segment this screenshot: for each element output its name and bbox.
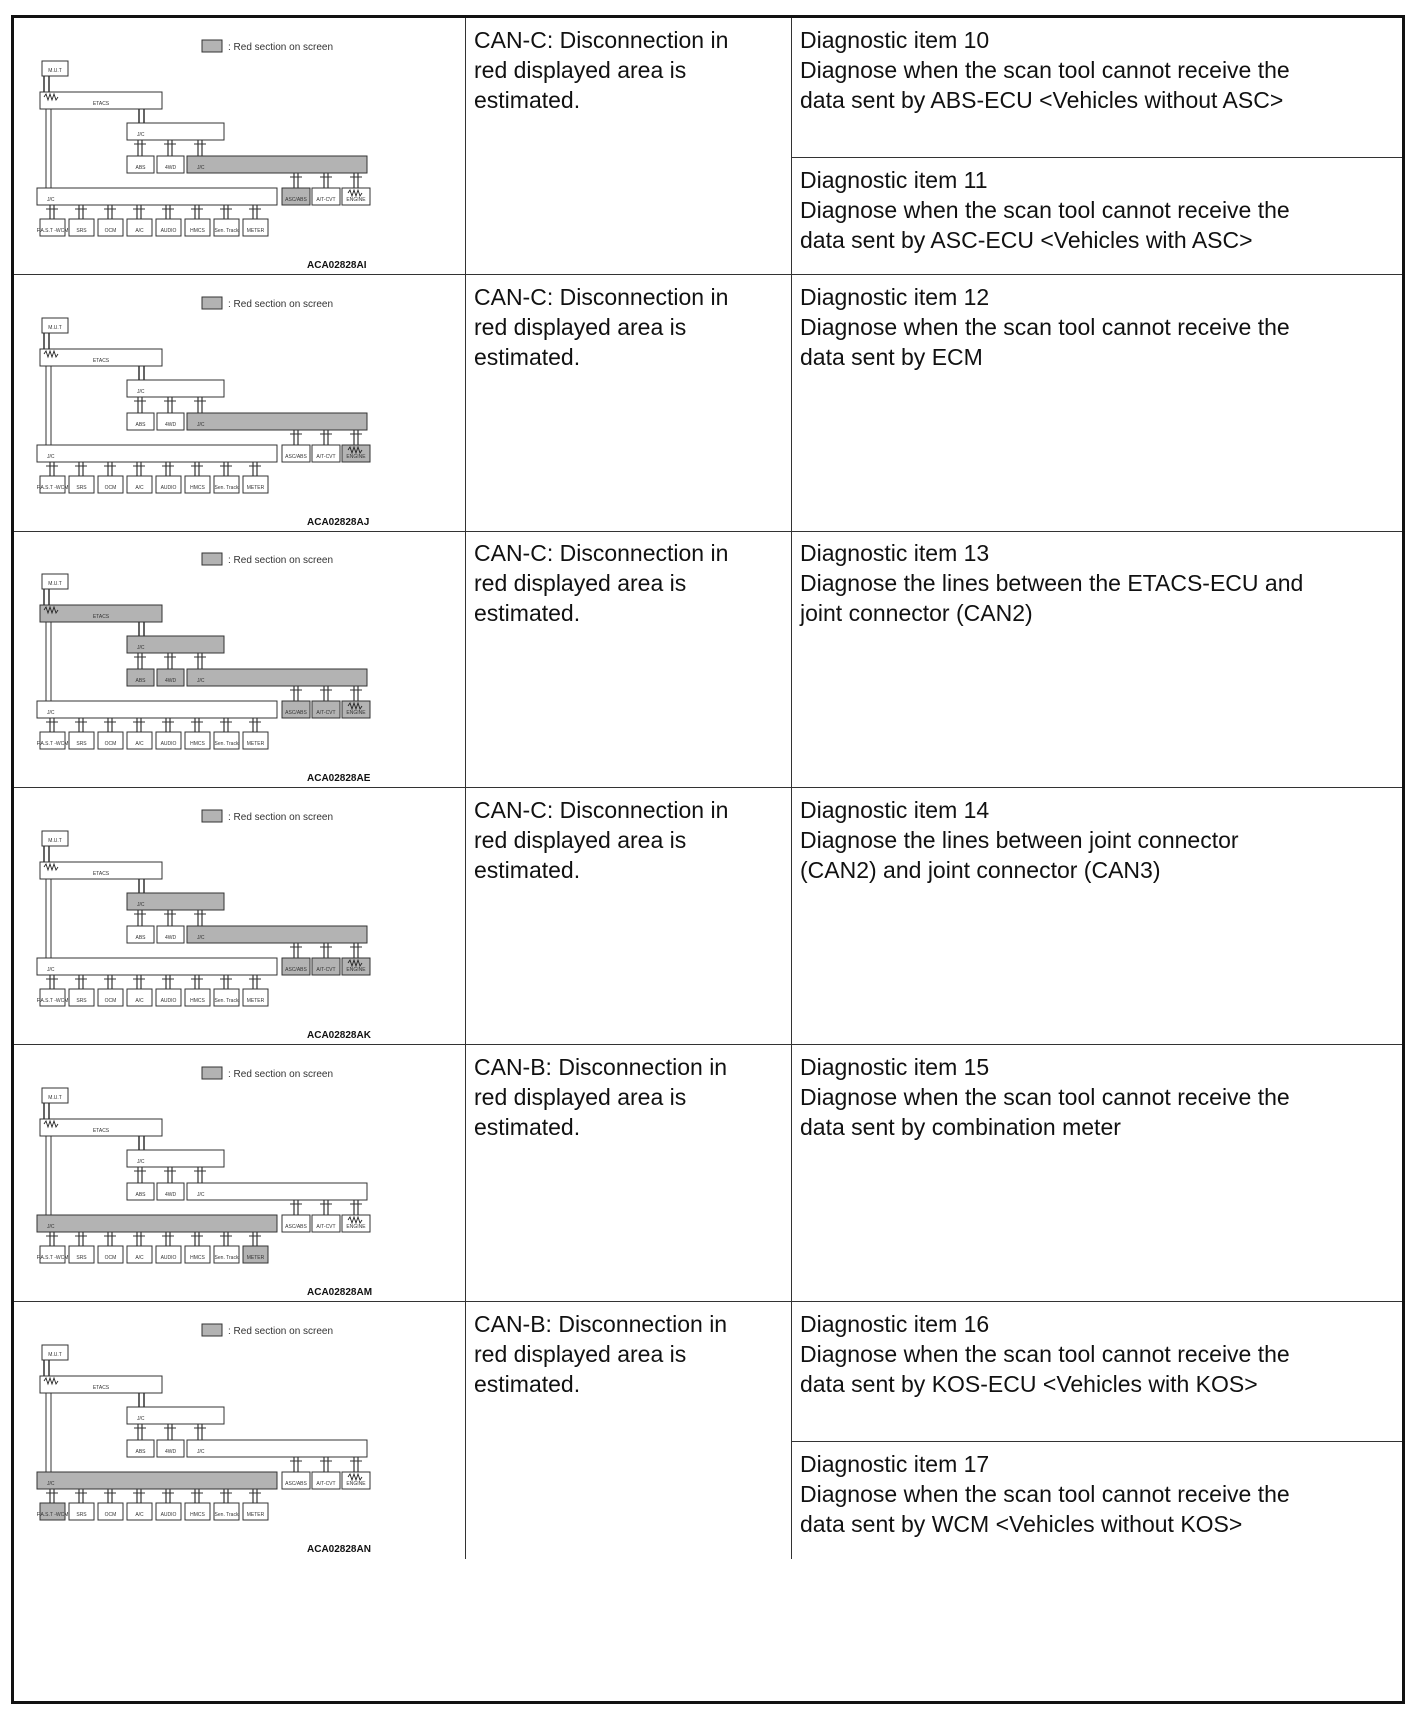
node-label: ENGINE [346,197,366,203]
node-jc-can3 [187,1183,367,1200]
node-label: 4WD [164,1449,177,1455]
node-abs [127,1440,154,1457]
node-sensor [214,1503,239,1520]
diagram-cell [14,1045,466,1301]
node-mut [42,831,68,846]
can-diagram [14,1045,465,1301]
node-label: J/C [137,389,145,395]
node-label: A/C [135,485,144,491]
node-label: ETACS [92,871,110,877]
node-label: ENGINE [346,1481,366,1487]
node-label: A/C [135,228,144,234]
node-etacs [40,92,162,109]
description-cell [466,275,792,531]
node-engine [342,1215,370,1232]
node-etacs [40,1376,162,1393]
node-label: J/C [137,132,145,138]
diagnostic-items-cell [792,18,1402,274]
node-label: SRS [76,485,87,491]
node-jc-can2 [127,1407,224,1424]
node-label: J/C [197,165,205,171]
can-diagram [14,18,465,274]
node-label: ABS [135,1449,146,1455]
can-diagram [14,788,465,1044]
node-label: M.U.T [48,838,62,844]
node-jc-canb [37,1472,277,1489]
figure-code: ACA02828AN [307,1544,371,1555]
node-label: ASC/ABS [285,1224,307,1230]
node-engine [342,1472,370,1489]
diagram-cell [14,1302,466,1559]
node-label: METER [246,228,265,234]
node-etacs [40,1119,162,1136]
node-label: AUDIO [160,1255,177,1261]
node-label: 4WD [164,678,177,684]
node-label: A/T-CVT [316,454,336,460]
node-label: HMCS [190,741,205,747]
node-label: F.A.S.T -WCM [36,998,69,1004]
legend-text: : Red section on screen [228,812,334,823]
node-label: F.A.S.T -WCM [36,228,69,234]
node-ac [127,989,152,1006]
node-label: AUDIO [160,998,177,1004]
diagnostic-item-text: Diagnose when the scan tool cannot receive the data sent by ABS-ECU <Vehicles without ASC> [800,57,1290,113]
node-label: J/C [47,967,55,973]
node-label: SRS [76,1512,87,1518]
node-label: OCM [104,1255,117,1261]
node-fourwd [157,926,184,943]
figure-code: ACA02828AJ [307,517,370,528]
node-meter [243,476,268,493]
node-label: 4WD [164,935,177,941]
node-hmcs [185,1503,210,1520]
diagram-cell [14,275,466,531]
node-ac [127,732,152,749]
node-kos [37,732,69,749]
node-jc-can2 [127,1150,224,1167]
diagnostic-item [792,1442,1402,1583]
node-engine [342,445,370,462]
table-row [14,1302,1402,1559]
node-label: ENGINE [346,1224,366,1230]
node-label: OCM [104,485,117,491]
diagram-cell [14,788,466,1044]
node-label: F.A.S.T -WCM [36,485,69,491]
diagnostic-item-title: Diagnostic item 17 [800,1451,990,1477]
node-kos [37,989,69,1006]
legend-swatch [202,810,222,822]
node-meter [243,219,268,236]
node-kos [37,476,69,493]
node-sensor [214,476,239,493]
node-label: AUDIO [160,741,177,747]
node-label: A/T-CVT [316,1224,336,1230]
node-ocm [98,219,123,236]
node-label: A/C [135,1512,144,1518]
diagram-cell [14,531,466,787]
node-label: ASC/ABS [285,454,307,460]
diagnostic-item-text: Diagnose the lines between the ETACS-ECU and joint connector (CAN2) [800,570,1304,626]
node-hmcs [185,476,210,493]
node-label: 4WD [164,422,177,428]
node-label: ETACS [92,1128,110,1134]
node-at-cvt [312,1472,340,1489]
legend-swatch [202,297,222,309]
node-label: M.U.T [48,1095,62,1101]
diagnostic-item [792,1045,1402,1301]
node-label: Sen. Track [214,485,239,491]
node-abs [127,669,154,686]
diagnostic-item-text: Diagnose when the scan tool cannot receive the data sent by WCM <Vehicles without KOS> [800,1481,1290,1537]
node-label: F.A.S.T -WCM [36,741,69,747]
node-label: ABS [135,935,146,941]
node-ocm [98,476,123,493]
diagnostic-item-text: Diagnose when the scan tool cannot receive the data sent by ECM [800,314,1290,370]
node-audio [156,989,181,1006]
node-meter [243,989,268,1006]
node-jc-can3 [187,669,367,686]
node-label: A/T-CVT [316,1481,336,1487]
diagnostic-item-text: Diagnose the lines between joint connector (CAN2) and joint connector (CAN3) [800,827,1239,883]
node-kos [37,1246,69,1263]
node-label: OCM [104,998,117,1004]
node-asc [282,445,310,462]
description-text: CAN-C: Disconnection in red displayed area is estimated. [474,797,729,883]
node-label: Sen. Track [214,228,239,234]
node-jc-can3 [187,156,367,173]
node-meter [243,1246,268,1263]
node-label: J/C [47,710,55,716]
node-asc [282,701,310,718]
legend-text: : Red section on screen [228,42,334,53]
node-hmcs [185,732,210,749]
node-label: ASC/ABS [285,710,307,716]
node-label: J/C [47,1224,55,1230]
node-label: J/C [47,197,55,203]
node-label: Sen. Track [214,1255,239,1261]
legend-swatch [202,1324,222,1336]
node-label: J/C [197,935,205,941]
node-engine [342,188,370,205]
node-audio [156,219,181,236]
node-label: ASC/ABS [285,197,307,203]
node-label: J/C [47,454,55,460]
node-abs [127,926,154,943]
node-label: J/C [137,1159,145,1165]
diagnostic-items-cell [792,531,1402,787]
node-srs [69,989,94,1006]
node-at-cvt [312,958,340,975]
node-label: A/C [135,1255,144,1261]
description-cell [466,1302,792,1559]
diagnostic-item-title: Diagnostic item 13 [800,540,990,566]
node-fourwd [157,1440,184,1457]
legend-text: : Red section on screen [228,555,334,566]
node-fourwd [157,156,184,173]
node-label: M.U.T [48,581,62,587]
node-label: ENGINE [346,967,366,973]
node-asc [282,1215,310,1232]
description-text: CAN-B: Disconnection in red displayed area is estimated. [474,1311,728,1397]
node-ocm [98,989,123,1006]
diagnostic-items-cell [792,1302,1402,1559]
node-label: A/C [135,998,144,1004]
node-label: J/C [137,645,145,651]
node-jc-can3 [187,413,367,430]
can-diagram [14,531,465,787]
figure-code: ACA02828AK [307,1030,371,1041]
node-hmcs [185,219,210,236]
node-ocm [98,732,123,749]
node-srs [69,1503,94,1520]
node-fourwd [157,669,184,686]
node-mut [42,1345,68,1360]
description-text: CAN-C: Disconnection in red displayed area is estimated. [474,27,729,113]
node-label: 4WD [164,165,177,171]
node-at-cvt [312,701,340,718]
legend-swatch [202,553,222,565]
node-kos [37,1503,69,1520]
node-srs [69,476,94,493]
node-label: AUDIO [160,228,177,234]
description-text: CAN-C: Disconnection in red displayed area is estimated. [474,540,729,626]
node-audio [156,1503,181,1520]
node-label: HMCS [190,1512,205,1518]
node-label: M.U.T [48,325,62,331]
node-label: M.U.T [48,68,62,74]
node-label: METER [246,741,265,747]
node-srs [69,732,94,749]
node-mut [42,1088,68,1103]
node-at-cvt [312,1215,340,1232]
table-row [14,788,1402,1045]
node-label: F.A.S.T -WCM [36,1255,69,1261]
node-mut [42,318,68,333]
diagnostic-item [792,275,1402,531]
node-ac [127,1503,152,1520]
diagnostic-table [11,15,1405,1704]
node-sensor [214,732,239,749]
node-jc-canb [37,445,277,462]
can-diagram [14,1302,465,1558]
node-label: A/T-CVT [316,967,336,973]
node-label: J/C [197,1449,205,1455]
node-kos [37,219,69,236]
diagnostic-item [792,788,1402,1044]
node-label: ABS [135,678,146,684]
figure-code: ACA02828AI [307,260,367,271]
node-label: 4WD [164,1192,177,1198]
node-jc-can2 [127,123,224,140]
description-cell [466,788,792,1044]
table-row [14,275,1402,532]
node-label: F.A.S.T -WCM [36,1512,69,1518]
node-label: J/C [197,1192,205,1198]
node-label: HMCS [190,1255,205,1261]
table-row [14,1045,1402,1302]
node-label: HMCS [190,228,205,234]
node-label: Sen. Track [214,998,239,1004]
node-jc-can2 [127,636,224,653]
legend-text: : Red section on screen [228,1069,334,1080]
node-meter [243,1503,268,1520]
node-mut [42,574,68,589]
node-label: AUDIO [160,485,177,491]
diagnostic-items-cell [792,275,1402,531]
node-hmcs [185,989,210,1006]
diagnostic-item-title: Diagnostic item 12 [800,284,990,310]
node-label: J/C [197,678,205,684]
node-audio [156,732,181,749]
node-jc-canb [37,701,277,718]
node-sensor [214,1246,239,1263]
node-etacs [40,862,162,879]
node-label: SRS [76,998,87,1004]
node-label: A/T-CVT [316,197,336,203]
description-cell [466,1045,792,1301]
node-label: J/C [137,902,145,908]
table-row [14,531,1402,788]
node-sensor [214,989,239,1006]
diagnostic-item [792,531,1402,787]
node-at-cvt [312,445,340,462]
node-label: OCM [104,1512,117,1518]
node-label: ASC/ABS [285,967,307,973]
node-hmcs [185,1246,210,1263]
node-label: ASC/ABS [285,1481,307,1487]
legend-swatch [202,40,222,52]
node-asc [282,958,310,975]
node-label: J/C [137,1416,145,1422]
node-label: SRS [76,228,87,234]
node-label: ETACS [92,358,110,364]
node-asc [282,188,310,205]
node-label: ABS [135,422,146,428]
node-label: HMCS [190,998,205,1004]
node-label: METER [246,1512,265,1518]
node-label: SRS [76,1255,87,1261]
node-ac [127,476,152,493]
node-jc-canb [37,1215,277,1232]
node-label: ETACS [92,614,110,620]
description-text: CAN-B: Disconnection in red displayed area is estimated. [474,1054,728,1140]
node-label: A/T-CVT [316,710,336,716]
table-row [14,18,1402,275]
diagnostic-item [792,18,1402,158]
legend-swatch [202,1067,222,1079]
node-label: ENGINE [346,710,366,716]
node-mut [42,61,68,76]
node-ocm [98,1503,123,1520]
node-label: Sen. Track [214,1512,239,1518]
node-ocm [98,1246,123,1263]
figure-code: ACA02828AE [307,773,371,784]
diagnostic-item-title: Diagnostic item 10 [800,27,990,53]
node-label: ABS [135,1192,146,1198]
diagnostic-item-title: Diagnostic item 15 [800,1054,990,1080]
node-ac [127,1246,152,1263]
node-label: M.U.T [48,1352,62,1358]
node-label: ENGINE [346,454,366,460]
node-fourwd [157,413,184,430]
node-srs [69,219,94,236]
figure-code: ACA02828AM [307,1287,373,1298]
diagnostic-item-title: Diagnostic item 16 [800,1311,990,1337]
node-jc-canb [37,958,277,975]
diagnostic-items-cell [792,1045,1402,1301]
node-abs [127,413,154,430]
node-label: OCM [104,228,117,234]
legend-text: : Red section on screen [228,299,334,310]
description-cell [466,531,792,787]
node-jc-can2 [127,893,224,910]
node-jc-can3 [187,926,367,943]
node-jc-can2 [127,380,224,397]
node-label: J/C [197,422,205,428]
node-label: AUDIO [160,1512,177,1518]
diagnostic-item-title: Diagnostic item 14 [800,797,990,823]
node-fourwd [157,1183,184,1200]
node-etacs [40,349,162,366]
node-label: METER [246,485,265,491]
description-text: CAN-C: Disconnection in red displayed area is estimated. [474,284,729,370]
node-label: OCM [104,741,117,747]
node-audio [156,1246,181,1263]
node-audio [156,476,181,493]
node-at-cvt [312,188,340,205]
can-diagram [14,275,465,531]
node-label: SRS [76,741,87,747]
node-srs [69,1246,94,1263]
node-abs [127,1183,154,1200]
description-cell [466,18,792,274]
node-label: ETACS [92,1385,110,1391]
node-etacs [40,605,162,622]
node-label: METER [246,1255,265,1261]
node-jc-can3 [187,1440,367,1457]
node-label: METER [246,998,265,1004]
diagram-cell [14,18,466,274]
diagnostic-items-cell [792,788,1402,1044]
node-jc-canb [37,188,277,205]
node-label: A/C [135,741,144,747]
node-label: J/C [47,1481,55,1487]
node-abs [127,156,154,173]
diagnostic-item-text: Diagnose when the scan tool cannot receive the data sent by ASC-ECU <Vehicles with ASC> [800,197,1290,253]
node-meter [243,732,268,749]
node-ac [127,219,152,236]
node-label: ETACS [92,101,110,107]
node-engine [342,701,370,718]
node-asc [282,1472,310,1489]
node-label: Sen. Track [214,741,239,747]
node-label: HMCS [190,485,205,491]
diagnostic-item [792,1302,1402,1442]
diagnostic-item-title: Diagnostic item 11 [800,167,988,193]
diagnostic-item-text: Diagnose when the scan tool cannot receive the data sent by KOS-ECU <Vehicles with KOS> [800,1341,1290,1397]
node-label: ABS [135,165,146,171]
node-engine [342,958,370,975]
diagnostic-item-text: Diagnose when the scan tool cannot receive the data sent by combination meter [800,1084,1290,1140]
legend-text: : Red section on screen [228,1326,334,1337]
node-sensor [214,219,239,236]
